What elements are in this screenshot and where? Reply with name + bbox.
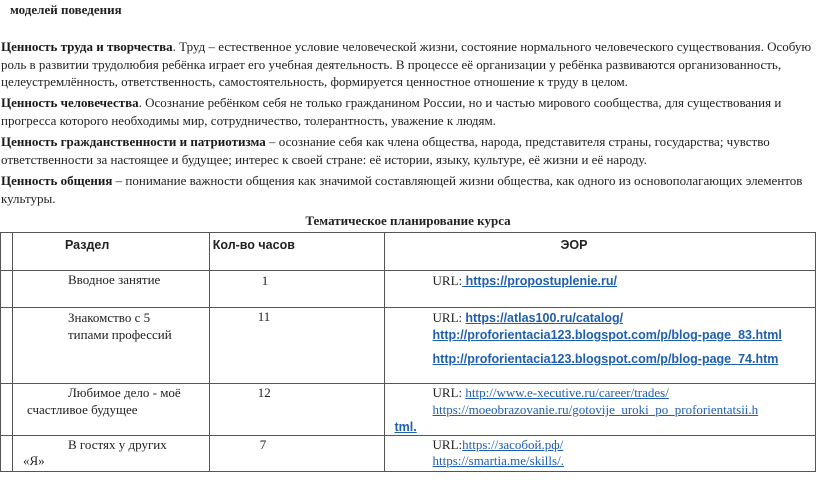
table-cell — [1, 384, 13, 436]
eor-line — [433, 437, 564, 453]
value-paragraph-humanity — [1, 94, 813, 129]
section-name-cont: счастливое будущее — [26, 402, 138, 417]
section-name: В гостях у других — [67, 437, 167, 452]
table-row — [1, 271, 816, 308]
hours-value: 7 — [259, 437, 267, 452]
value-term: Ценность труда и творчества — [1, 39, 173, 54]
url-prefix: URL: — [432, 273, 463, 288]
table-cell — [1, 308, 13, 384]
table-cell — [209, 271, 384, 308]
table-cell — [384, 271, 815, 308]
course-plan-table — [0, 232, 816, 472]
hours-value: 1 — [261, 273, 269, 288]
value-text: . Труд – естественное условие человеческой жизни, состояние нормального человеческого существования. Особую роль в развитии трудолюбия ребёнка играет его учебная деятельность. В процессе её организации у ребёнка развиваются организованность, целеустремлённость, ответственность, самостоятельность, формируется ценностное отношение к труду в целом. — [1, 39, 812, 89]
section-name-cont: типами профессий — [67, 327, 172, 342]
eor-link[interactable]: https://propostuplenie.ru/ — [462, 274, 617, 288]
header-section: Раздел — [64, 238, 110, 252]
table-row — [1, 436, 816, 472]
value-term: Ценность общения — [1, 173, 113, 188]
header-hours: Кол-во часов — [212, 238, 295, 252]
table-row — [1, 308, 816, 384]
url-prefix: URL: — [432, 310, 466, 325]
eor-line — [433, 310, 624, 326]
table-cell — [12, 436, 209, 472]
section-name: Любимое дело - моё — [67, 385, 181, 400]
table-cell — [209, 308, 384, 384]
eor-link[interactable]: http://www.e-xecutive.ru/career/trades/ — [465, 385, 669, 400]
value-text: – понимание важности общения как значимой составляющей жизни общества, как одного из основополагающих элементов культуры. — [1, 173, 803, 206]
eor-line — [433, 327, 782, 343]
table-cell — [384, 308, 815, 384]
table-row — [1, 384, 816, 436]
eor-link[interactable]: https://atlas100.ru/catalog/ — [465, 311, 624, 325]
eor-line — [433, 453, 564, 469]
value-term: Ценность человечества — [1, 95, 139, 110]
value-text: . Осознание ребёнком себя не только гражданином России, но и частью мирового сообщества, для существования и прогресса которого необходимы мир, сотрудничество, толерантность, уважение к людям. — [1, 95, 782, 128]
section-name: Знакомство с 5 — [67, 310, 151, 325]
section-name-cont: «Я» — [22, 453, 45, 468]
value-paragraph-citizenship — [1, 133, 813, 168]
value-paragraph-communication — [1, 172, 813, 207]
value-term: Ценность гражданственности и патриотизма — [1, 134, 266, 149]
eor-line — [433, 385, 669, 401]
table-title: Тематическое планирование курса — [305, 213, 511, 228]
table-header-row — [1, 233, 816, 271]
eor-link[interactable]: https://moeobrazovanie.ru/gotovije_uroki_po_proforientatsii.h — [432, 402, 759, 417]
hours-value: 12 — [257, 385, 271, 400]
eor-line — [395, 419, 417, 435]
eor-line — [433, 273, 617, 289]
table-cell — [384, 436, 815, 472]
table-cell — [12, 271, 209, 308]
eor-link[interactable]: https://засобой.рф/ — [462, 437, 564, 452]
table-cell — [12, 233, 209, 271]
table-cell — [209, 384, 384, 436]
table-cell — [384, 384, 815, 436]
value-text: – осознание себя как члена общества, народа, представителя страны, государства; чувство ответственности за настоящее и будущее; интерес к своей стране: её истории, языку, культуре, её жизни и её народу. — [1, 134, 770, 167]
table-cell — [209, 436, 384, 472]
table-cell — [209, 233, 384, 271]
eor-line — [433, 351, 779, 367]
header-eor: ЭОР — [560, 238, 588, 252]
table-cell — [12, 384, 209, 436]
table-cell — [1, 271, 13, 308]
url-prefix: URL: — [432, 437, 463, 452]
table-cell — [12, 308, 209, 384]
top-fragment: моделей поведения — [10, 2, 122, 17]
table-cell — [1, 436, 13, 472]
value-paragraph-labor — [1, 38, 813, 91]
eor-link[interactable]: https://smartia.me/skills/. — [432, 453, 564, 468]
eor-line — [433, 402, 759, 418]
table-cell — [1, 233, 13, 271]
table-cell — [384, 233, 815, 271]
url-prefix: URL: — [432, 385, 466, 400]
eor-link[interactable]: tml. — [394, 420, 417, 434]
eor-link[interactable]: http://proforientacia123.blogspot.com/p/blog-page_74.htm — [432, 352, 779, 366]
eor-link[interactable]: http://proforientacia123.blogspot.com/p/blog-page_83.html — [432, 328, 782, 342]
hours-value: 11 — [257, 309, 271, 324]
section-name: Вводное занятие — [67, 272, 161, 287]
